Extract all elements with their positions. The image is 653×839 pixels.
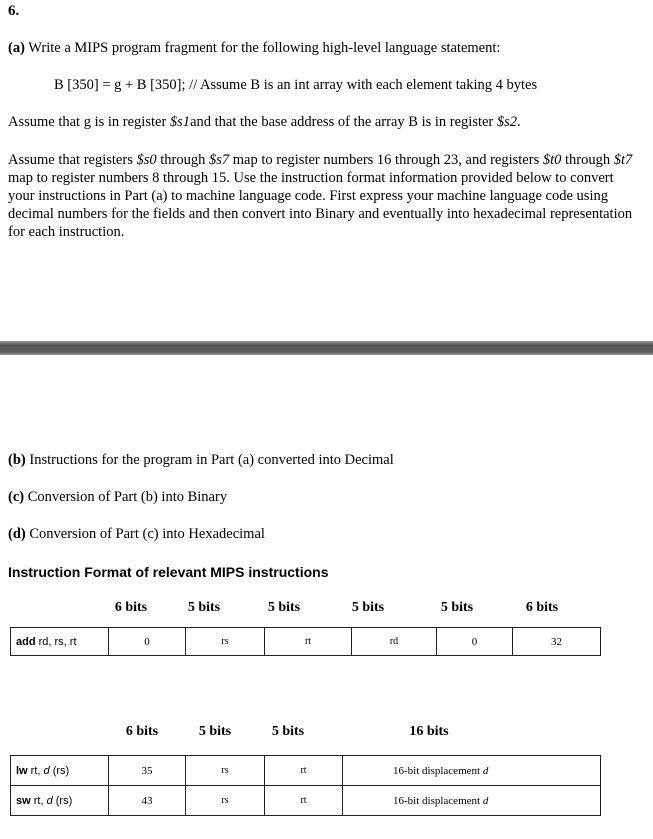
instruction-sw <box>11 786 109 816</box>
field-rs: rs <box>186 756 265 786</box>
instruction-lw <box>11 756 109 786</box>
operands: (rs) <box>52 794 73 807</box>
register-s2: $s2 <box>496 114 518 130</box>
field-op: 0 <box>109 628 186 656</box>
field-op: 35 <box>109 756 186 786</box>
displacement-d: d <box>482 794 489 807</box>
assumption-text: Assume that g is in register <box>8 114 170 130</box>
mapping-text: map to register numbers 8 through 15. Use the instruction format information provided below to convert your instructions in Part (a) to machine language code. First express your machine language code using decimal numbers for the fields and then convert into Binary and eventually into hexadecimal representation for each instruction. <box>8 170 633 240</box>
part-c-text: Conversion of Part (b) into Binary <box>24 489 228 505</box>
part-b-text: Instructions for the program in Part (a) converted into Decimal <box>25 452 394 468</box>
part-a-prompt <box>8 40 500 57</box>
r-type-format-table <box>10 627 601 656</box>
format-section-title: Instruction Format of relevant MIPS instructions <box>8 564 329 580</box>
r-header-rt: 5 bits <box>267 600 301 615</box>
part-a-text: Write a MIPS program fragment for the following high-level language statement: <box>24 40 501 56</box>
field-rt: rt <box>265 628 352 656</box>
register-s7: $s7 <box>208 152 230 168</box>
high-level-statement: B [350] = g + B [350]; // Assume B is an int array with each element taking 4 bytes <box>54 77 538 93</box>
i-header-rt: 5 bits <box>271 724 305 739</box>
field-rt: rt <box>265 756 343 786</box>
mapping-text: through <box>561 152 614 168</box>
table-row <box>11 628 601 656</box>
part-c-label: (c) <box>8 489 25 505</box>
part-d-text: Conversion of Part (c) into Hexadecimal <box>25 526 265 542</box>
i-header-imm: 16 bits <box>409 724 449 739</box>
page-divider <box>0 341 653 355</box>
field-rt: rt <box>265 786 343 816</box>
register-mapping-instructions <box>8 151 643 241</box>
operands: rd, rs, rt <box>35 635 77 648</box>
part-d-label: (d) <box>8 526 26 542</box>
operands: rt, <box>27 764 44 777</box>
question-number: 6. <box>8 3 20 19</box>
field-rs: rs <box>186 786 265 816</box>
operand-d: d <box>43 764 50 777</box>
mapping-text: through <box>156 152 209 168</box>
displacement-d: d <box>482 764 489 777</box>
r-header-funct: 6 bits <box>525 600 559 615</box>
field-op: 43 <box>109 786 186 816</box>
r-header-rs: 5 bits <box>187 600 221 615</box>
field-shamt: 0 <box>437 628 513 656</box>
register-assumption <box>8 114 521 131</box>
register-t7: $t7 <box>613 152 633 168</box>
part-b-prompt <box>8 452 394 469</box>
operands: rt, <box>30 794 47 807</box>
instruction-add <box>11 628 109 656</box>
i-type-format-table <box>10 755 601 816</box>
mnemonic: add <box>16 635 36 648</box>
i-header-rs: 5 bits <box>198 724 232 739</box>
mapping-text: map to register numbers 16 through 23, and registers <box>229 152 543 168</box>
part-c-prompt <box>8 489 227 506</box>
r-header-op: 6 bits <box>114 600 148 615</box>
field-rs: rs <box>186 628 265 656</box>
mapping-text: Assume that registers <box>8 152 137 168</box>
operands: (rs) <box>49 764 70 777</box>
displacement-text: 16-bit displacement <box>393 764 483 777</box>
register-t0: $t0 <box>542 152 562 168</box>
assumption-text: . <box>517 114 521 130</box>
register-s0: $s0 <box>136 152 157 168</box>
i-header-op: 6 bits <box>125 724 159 739</box>
mnemonic: lw <box>16 764 28 777</box>
assumption-text: and that the base address of the array B is in register <box>190 114 497 130</box>
operand-d: d <box>46 794 53 807</box>
r-header-rd: 5 bits <box>351 600 385 615</box>
field-displacement <box>343 756 601 786</box>
field-funct: 32 <box>513 628 601 656</box>
register-s1: $s1 <box>169 114 191 130</box>
mnemonic: sw <box>16 794 31 807</box>
part-b-label: (b) <box>8 452 26 468</box>
displacement-text: 16-bit displacement <box>393 794 483 807</box>
r-header-shamt: 5 bits <box>440 600 474 615</box>
table-row <box>11 756 601 786</box>
part-d-prompt <box>8 526 265 543</box>
table-row <box>11 786 601 816</box>
field-displacement <box>343 786 601 816</box>
field-rd: rd <box>352 628 437 656</box>
part-a-label: (a) <box>8 40 25 56</box>
